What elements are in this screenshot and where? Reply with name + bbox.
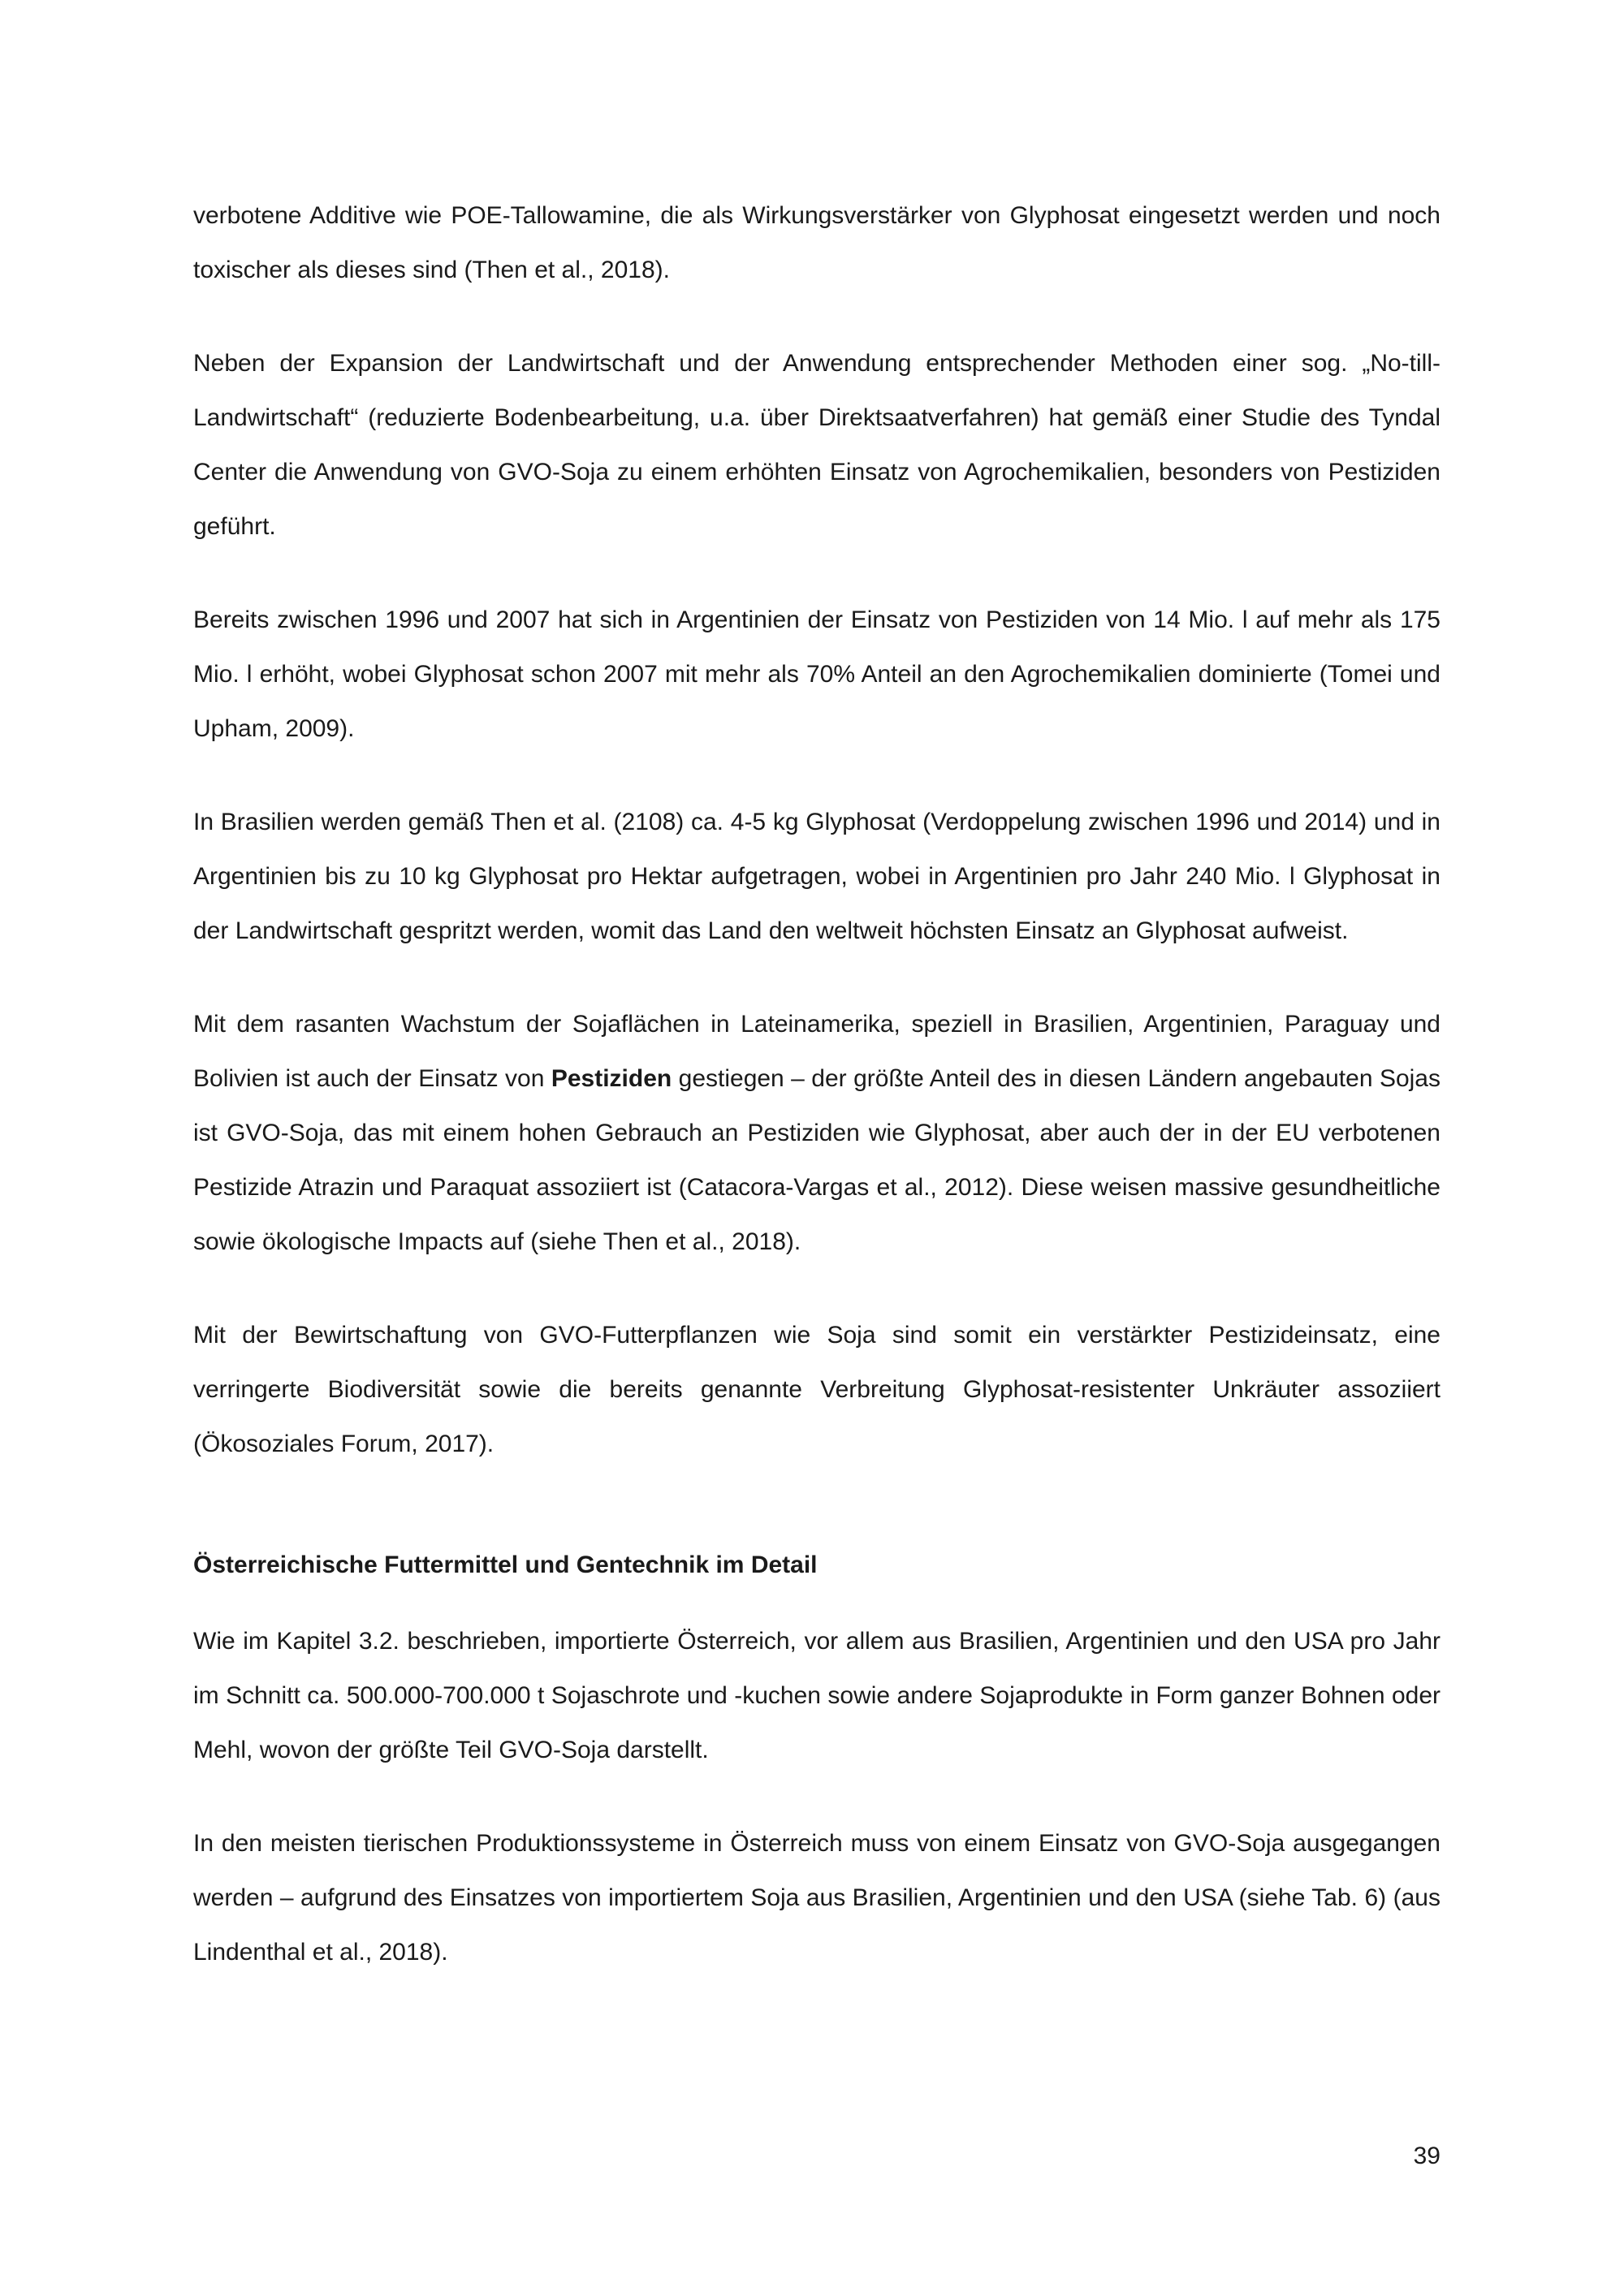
paragraph-brasilien-glyphosat: In Brasilien werden gemäß Then et al. (2108) ca. 4-5 kg Glyphosat (Verdoppelung zwischen 1996 und 2014) und in Argentinien bis zu 10 kg Glyphosat pro Hektar aufgetragen, wobei in Argentinien pro Jahr 240 Mio. l Glyphosat in der Landwirtschaft gespritzt werden, womit das Land den weltweit höchsten Einsatz an Glyphosat aufweist. [193,809,1440,944]
page-content [193,188,1440,1979]
paragraph-soja-importe: Wie im Kapitel 3.2. beschrieben, importierte Österreich, vor allem aus Brasilien, Argentinien und den USA pro Jahr im Schnitt ca. 500.000-700.000 t Sojaschrote und -kuchen sowie andere Sojaprodukte in Form ganzer Bohnen oder Mehl, wovon der größte Teil GVO-Soja darstellt. [193,1628,1440,1763]
paragraph-text-after-bold: gestiegen – der größte Anteil des in diesen Ländern angebauten Sojas ist GVO-Soja, das mit einem hohen Gebrauch an Pestiziden wie Glyphosat, aber auch der in der EU verbotenen Pestizide Atrazin und Paraquat assoziiert ist (Catacora-Vargas et al., 2012). Diese weisen massive gesundheitliche sowie ökologische Impacts auf (siehe Then et al., 2018). [193,1065,1440,1255]
paragraph-text-before-bold: Mit dem rasanten Wachstum der Sojaflächen in Lateinamerika, speziell in Brasilien, Argentinien, Paraguay und Bolivien ist auch der Einsatz von [193,1011,1440,1092]
bold-term-pestiziden: Pestiziden [551,1065,672,1092]
paragraph-gvo-futterpflanzen: Mit der Bewirtschaftung von GVO-Futterpflanzen wie Soja sind somit ein verstärkter Pestizideinsatz, eine verringerte Biodiversität sowie die bereits genannte Verbreitung Glyphosat-resistenter Unkräuter assoziiert (Ökosoziales Forum, 2017). [193,1322,1440,1457]
paragraph-glyphosat-additive: verbotene Additive wie POE-Tallowamine, die als Wirkungsverstärker von Glyphosat eingesetzt werden und noch toxischer als dieses sind (Then et al., 2018). [193,202,1440,283]
paragraph-argentinien-pestizide: Bereits zwischen 1996 und 2007 hat sich in Argentinien der Einsatz von Pestiziden von 14 Mio. l auf mehr als 175 Mio. l erhöht, wobei Glyphosat schon 2007 mit mehr als 70% Anteil an den Agrochemikalien dominierte (Tomei und Upham, 2009). [193,606,1440,742]
section-heading: Österreichische Futtermittel und Gentechnik im Detail [193,1552,818,1578]
paragraph-no-till-landwirtschaft: Neben der Expansion der Landwirtschaft und der Anwendung entsprechender Methoden einer sog. „No-till-Landwirtschaft“ (reduzierte Bodenbearbeitung, u.a. über Direktsaatverfahren) hat gemäß einer Studie des Tyndal Center die Anwendung von GVO-Soja zu einem erhöhten Einsatz von Agrochemikalien, besonders von Pestiziden geführt. [193,350,1440,540]
paragraph-sojaflaechen-lateinamerika [193,997,1440,1269]
page-number: 39 [1413,2143,1440,2169]
paragraph-tierische-produktionssysteme: In den meisten tierischen Produktionssysteme in Österreich muss von einem Einsatz von GVO-Soja ausgegangen werden – aufgrund des Einsatzes von importiertem Soja aus Brasilien, Argentinien und den USA (siehe Tab. 6) (aus Lindenthal et al., 2018). [193,1830,1440,1966]
